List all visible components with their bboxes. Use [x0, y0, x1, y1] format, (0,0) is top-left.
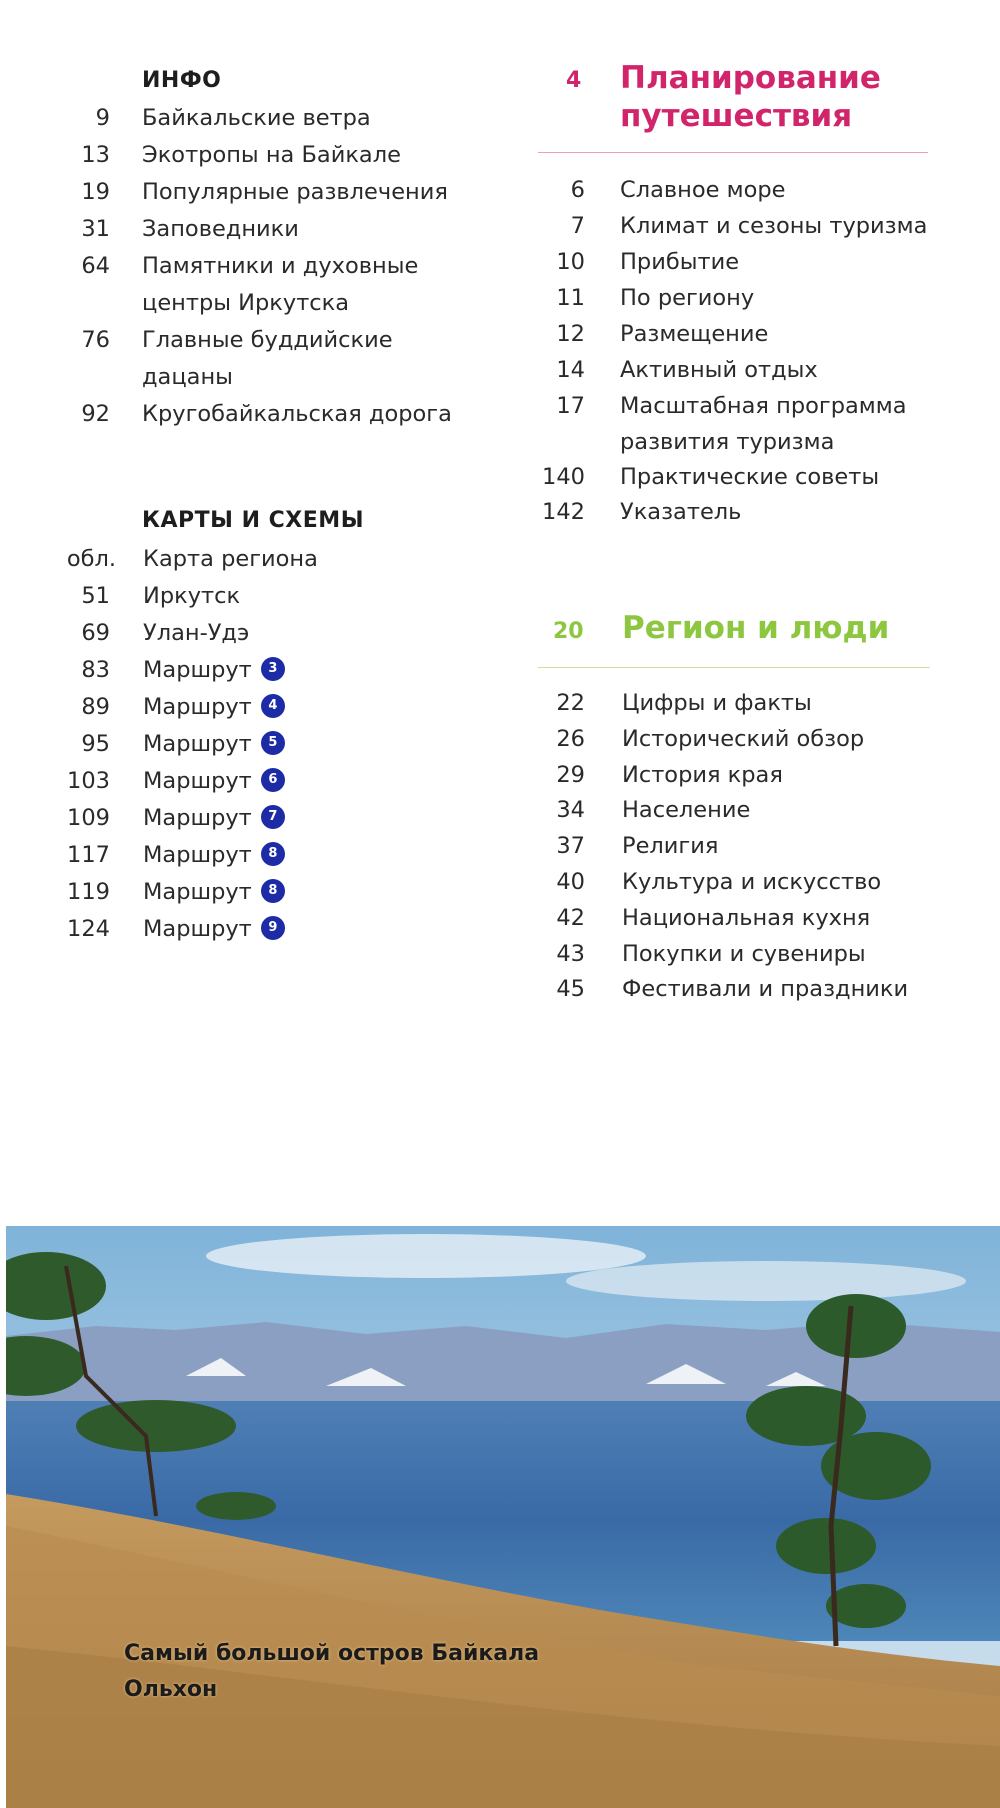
entry-label: Указатель: [620, 499, 742, 525]
info-heading: ИНФО: [142, 68, 222, 93]
entry-label: Славное море: [620, 177, 786, 203]
entry-label: Масштабная программа: [620, 393, 907, 419]
entry-label: Главные буддийские: [142, 327, 393, 353]
page-number: 64: [81, 253, 110, 279]
page-number: 69: [81, 620, 110, 646]
page-number: 22: [556, 690, 585, 716]
maps-heading: КАРТЫ И СХЕМЫ: [142, 508, 364, 533]
entry-label: Практические советы: [620, 464, 880, 490]
page-number: обл.: [66, 546, 116, 572]
route-number-badge: 3: [261, 657, 285, 681]
route-label: Маршрут: [143, 657, 252, 683]
caption-line: Ольхон: [124, 1677, 218, 1702]
page-number: 42: [556, 905, 585, 931]
route-number-badge: 7: [261, 805, 285, 829]
entry-label: Улан-Удэ: [143, 620, 250, 646]
entry-label: Прибытие: [620, 249, 740, 275]
page-number: 29: [556, 762, 585, 788]
entry-label: [143, 763, 285, 799]
entry-label: Фестивали и праздники: [622, 976, 909, 1002]
page-number: 142: [542, 499, 585, 525]
entry-label: Кругобайкальская дорога: [142, 401, 452, 427]
chapter-divider: [538, 667, 930, 668]
entry-label: Покупки и сувениры: [622, 941, 866, 967]
route-number-badge: 9: [261, 916, 285, 940]
chapter-title-line: путешествия: [620, 98, 853, 134]
page-number: 26: [556, 726, 585, 752]
chapter-title[interactable]: Регион и люди: [622, 610, 890, 646]
route-number-badge: 5: [261, 731, 285, 755]
entry-label: Цифры и факты: [622, 690, 812, 716]
entry-label: Активный отдых: [620, 357, 818, 383]
entry-label: Климат и сезоны туризма: [620, 213, 928, 239]
chapter-divider: [538, 152, 928, 153]
photo-caption: [124, 1636, 539, 1708]
entry-label: [143, 874, 285, 910]
entry-label: Карта региона: [143, 546, 318, 572]
page-number: 45: [556, 976, 585, 1002]
route-label: Маршрут: [143, 805, 252, 831]
page-number: 95: [81, 731, 110, 757]
entry-label: развития туризма: [620, 429, 835, 455]
page-number: 19: [81, 179, 110, 205]
page-number: 37: [556, 833, 585, 859]
entry-label: [143, 726, 285, 762]
route-number-badge: 6: [261, 768, 285, 792]
page-number: 92: [81, 401, 110, 427]
page-number: 76: [81, 327, 110, 353]
entry-label: центры Иркутска: [142, 290, 350, 316]
route-label: Маршрут: [143, 731, 252, 757]
page-number: 140: [542, 464, 585, 490]
page-number: 103: [67, 768, 110, 794]
page-number: 7: [570, 213, 585, 239]
page-number: 9: [95, 105, 110, 131]
entry-label: Байкальские ветра: [142, 105, 371, 131]
page-number: 12: [556, 321, 585, 347]
entry-label: Иркутск: [143, 583, 241, 609]
route-number-badge: 8: [261, 879, 285, 903]
entry-label: [143, 837, 285, 873]
route-label: Маршрут: [143, 768, 252, 794]
page-number: 11: [556, 285, 585, 311]
entry-label: Памятники и духовные: [142, 253, 419, 279]
entry-label: Национальная кухня: [622, 905, 871, 931]
route-label: Маршрут: [143, 879, 252, 905]
page-number: 13: [81, 142, 110, 168]
route-number-badge: 8: [261, 842, 285, 866]
page-number: 89: [81, 694, 110, 720]
page-number: 34: [556, 797, 585, 823]
entry-label: Население: [622, 797, 751, 823]
entry-label: Популярные развлечения: [142, 179, 448, 205]
chapter-page-number: 20: [553, 619, 584, 644]
entry-label: Заповедники: [142, 216, 299, 242]
route-label: Маршрут: [143, 916, 252, 942]
page-number: 51: [81, 583, 110, 609]
entry-label: [143, 911, 285, 947]
route-label: Маршрут: [143, 694, 252, 720]
entry-label: Размещение: [620, 321, 769, 347]
entry-label: История края: [622, 762, 783, 788]
page-number: 14: [556, 357, 585, 383]
entry-label: Культура и искусство: [622, 869, 882, 895]
page-number: 124: [67, 916, 110, 942]
entry-label: дацаны: [142, 364, 233, 390]
page-number: 83: [81, 657, 110, 683]
page-number: 6: [570, 177, 585, 203]
chapter-title[interactable]: [620, 59, 881, 135]
entry-label: Экотропы на Байкале: [142, 142, 401, 168]
page-number: 17: [556, 393, 585, 419]
landscape-illustration: [6, 1226, 1000, 1808]
entry-label: По региону: [620, 285, 755, 311]
page-number: 119: [67, 879, 110, 905]
entry-label: Исторический обзор: [622, 726, 865, 752]
entry-label: Религия: [622, 833, 719, 859]
page-number: 43: [556, 941, 585, 967]
route-label: Маршрут: [143, 842, 252, 868]
route-number-badge: 4: [261, 694, 285, 718]
entry-label: [143, 689, 285, 725]
entry-label: [143, 800, 285, 836]
page-number: 109: [67, 805, 110, 831]
page-number: 117: [67, 842, 110, 868]
chapter-title-line: Планирование: [620, 60, 881, 96]
olkhon-landscape-photo: [6, 1226, 1000, 1808]
page-number: 31: [81, 216, 110, 242]
caption-line: Самый большой остров Байкала: [124, 1641, 540, 1666]
chapter-page-number: 4: [566, 68, 582, 93]
page-number: 40: [556, 869, 585, 895]
entry-label: [143, 652, 285, 688]
page-number: 10: [556, 249, 585, 275]
